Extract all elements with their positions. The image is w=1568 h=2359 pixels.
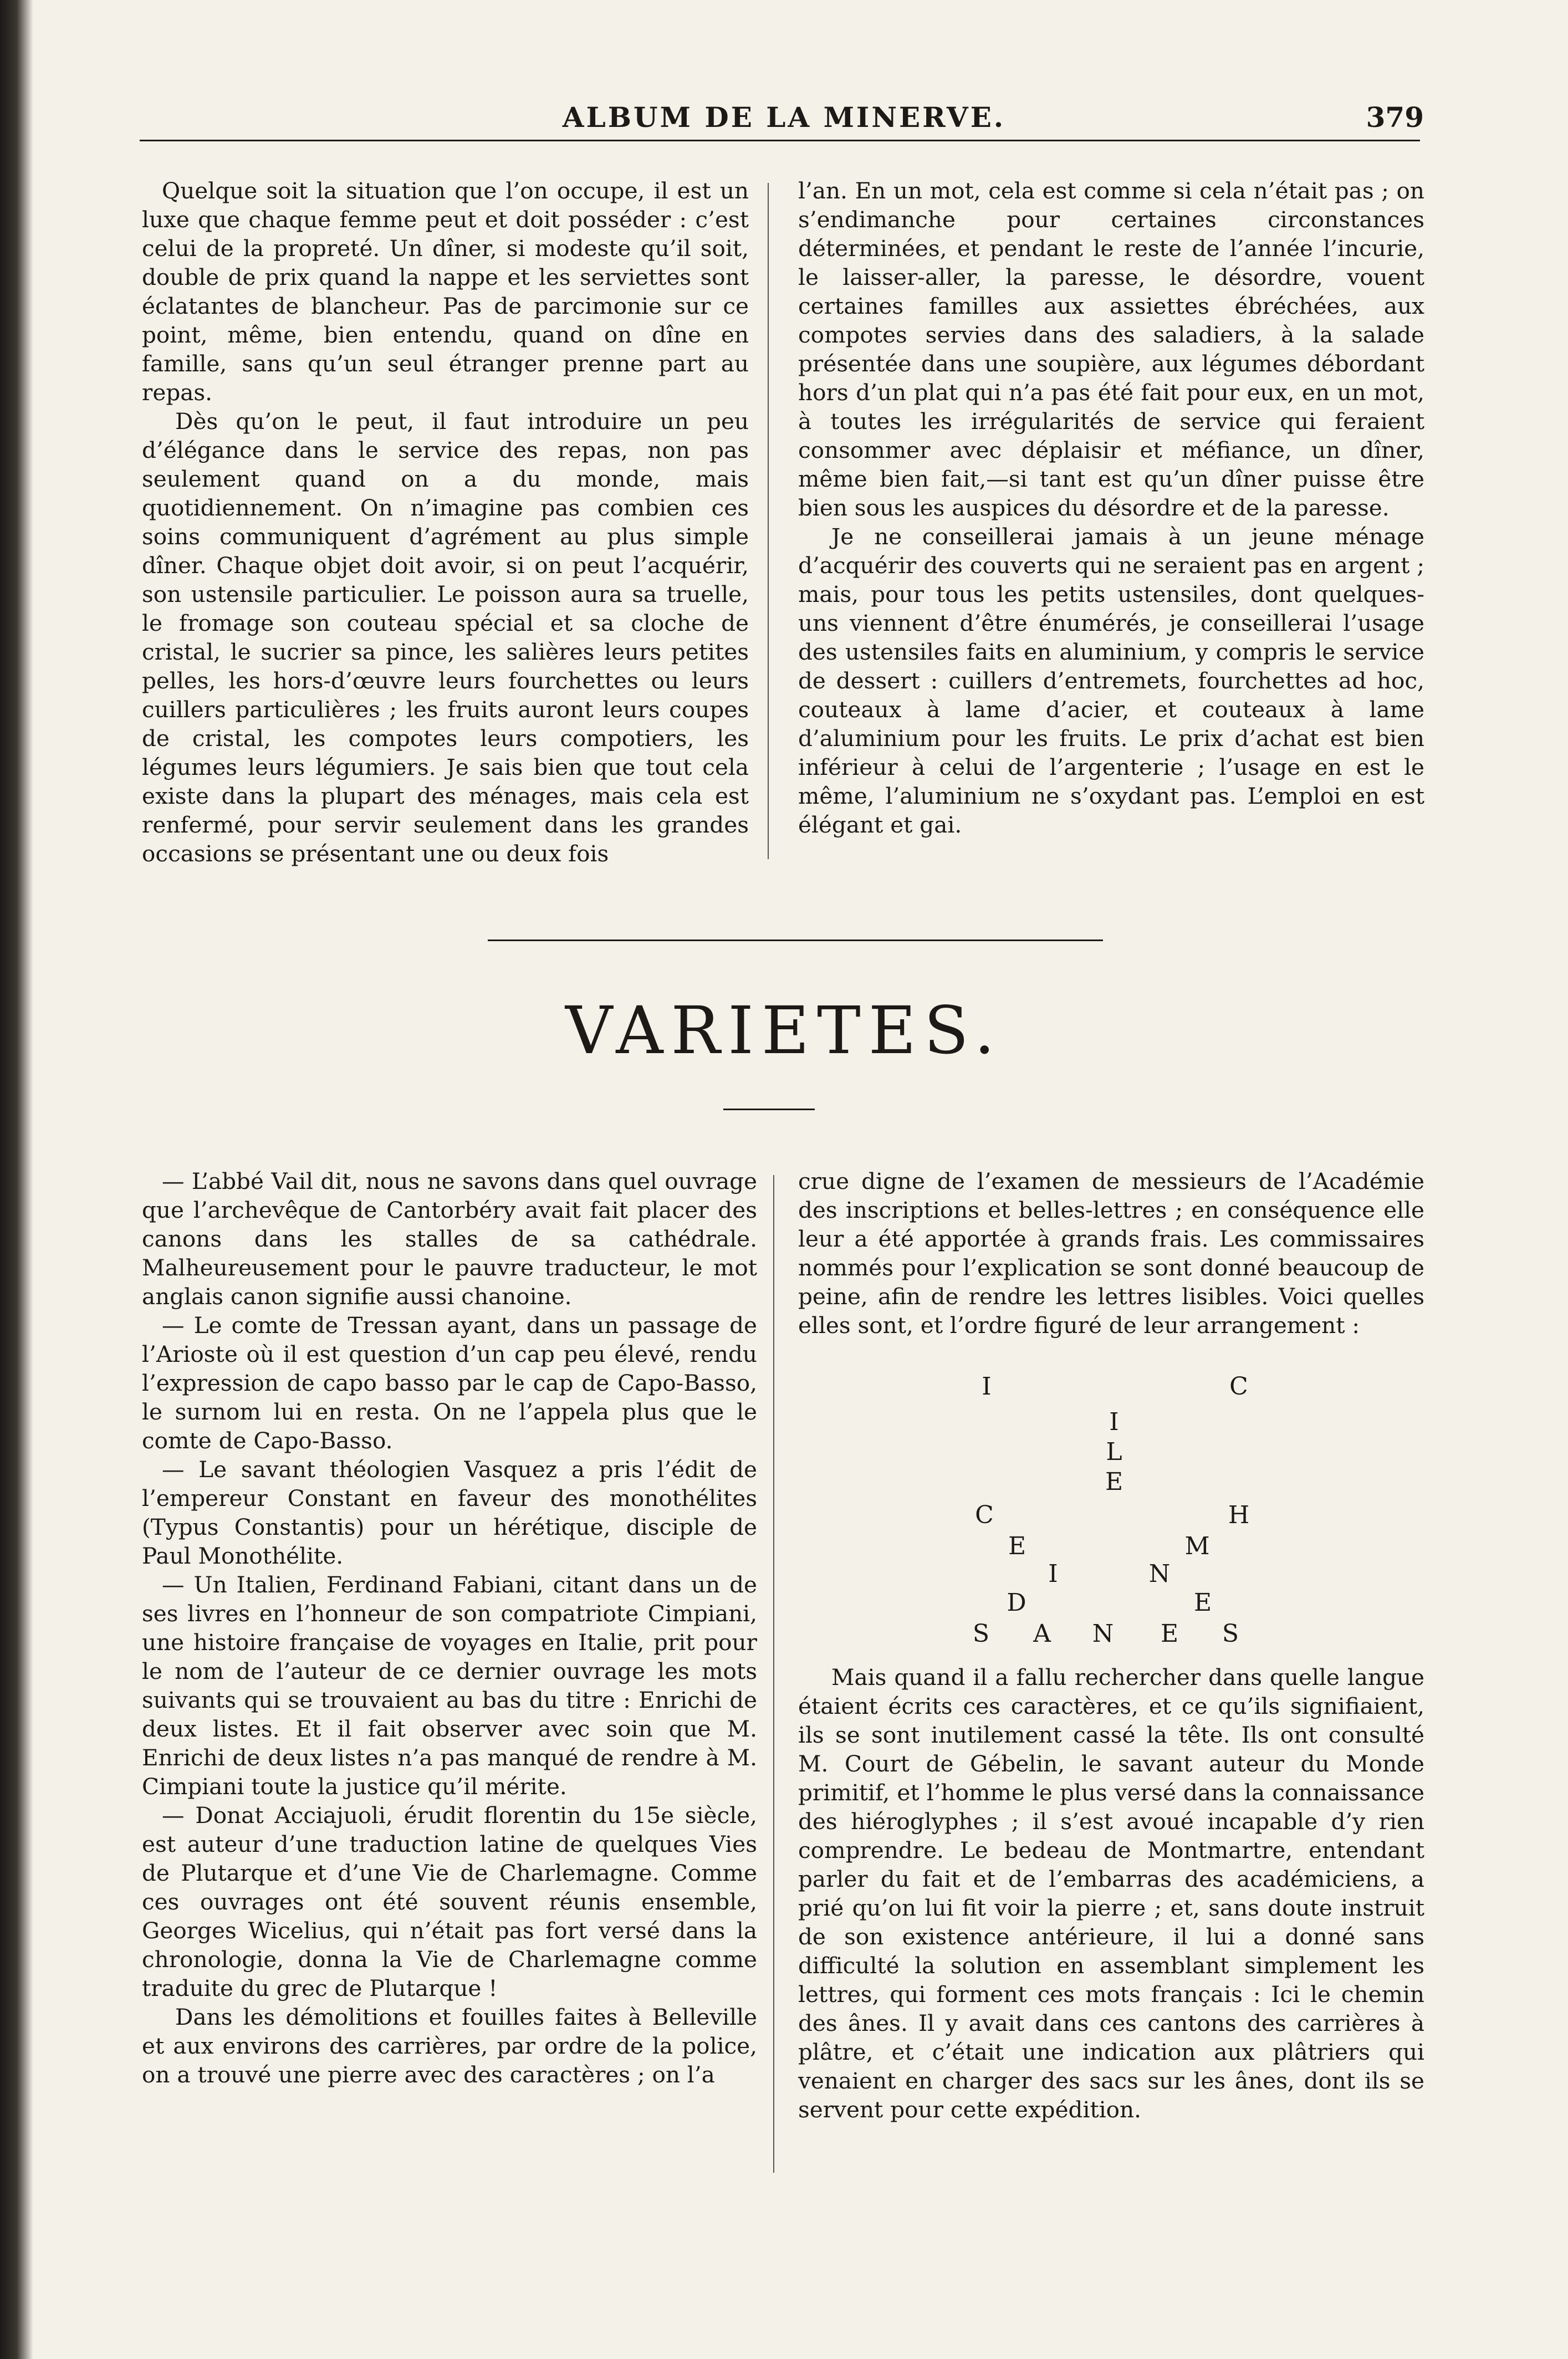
section-title: VARIETES.: [565, 992, 1003, 1069]
inscription-letter: A: [1033, 1620, 1051, 1648]
inscription-letter: I: [1048, 1560, 1058, 1588]
paragraph: crue digne de l’examen de messieurs de l’Académie des inscriptions et belles-lettres ; en conséquence elle leur a été apportée à grands frais. Les commissaires nommés pour l’explication se sont donné beaucoup de peine, afin de rendre les lettres lisibles. Voici quelles elles sont, et l’ordre figuré de leur arrangement :: [798, 1168, 1424, 1339]
top-right-column: [798, 176, 1424, 839]
inscription-letter: N: [1092, 1620, 1114, 1648]
inscription-letter: E: [1193, 1589, 1212, 1617]
inscription-letter: I: [1109, 1408, 1119, 1436]
inscription-letter: H: [1228, 1501, 1250, 1529]
inscription-letter: E: [1008, 1532, 1026, 1560]
inscription-letter: I: [982, 1372, 992, 1401]
varietes-right-column-outro: [798, 1663, 1424, 2124]
inscription-letter: E: [1105, 1468, 1123, 1496]
paragraph: — L’abbé Vail dit, nous ne savons dans quel ouvrage que l’archevêque de Cantorbéry avait fait placer des canons dans les stalles de sa cathédrale. Malheureusement pour le pauvre traducteur, le mot anglais canon signifie aussi chanoine.: [142, 1168, 757, 1310]
paragraph: — Donat Acciajuoli, érudit florentin du 15e siècle, est auteur d’une traduction latine de quelques Vies de Plutarque et d’une Vie de Charlemagne. Comme ces ouvrages ont été souvent réunis ensemble, Georges Wicelius, qui n’était pas fort versé dans la chronologie, donna la Vie de Charlemagne comme traduite du grec de Plutarque !: [142, 1802, 757, 2001]
paragraph: Je ne conseillerai jamais à un jeune ménage d’acquérir des couverts qui ne seraient pas en argent ; mais, pour tous les petits ustensiles, dont quelques-uns viennent d’être énumérés, je conseillerai l’usage des ustensiles faits en aluminium, y compris le service de dessert : cuillers d’entremets, fourchettes ad hoc, couteaux à lame d’acier, et couteaux à lame d’aluminium pour les fruits. Le prix d’achat est bien inférieur à celui de l’argenterie ; l’usage en est le même, l’aluminium ne s’oxydant pas. L’emploi en est élégant et gai.: [798, 523, 1424, 838]
paragraph: Dans les démolitions et fouilles faites à Belleville et aux environs des carrières, par ordre de la police, on a trouvé une pierre avec des caractères ; on l’a: [142, 2004, 757, 2088]
paragraph: Mais quand il a fallu rechercher dans quelle langue étaient écrits ces caractères, et ce qu’ils signifiaient, ils se sont inutilement cassé la tête. Ils ont consulté M. Court de Gébelin, le savant auteur du Monde primitif, et l’homme le plus versé dans la connaissance des hiéroglyphes ; il s’est avoué incapable d’y rien comprendre. Le bedeau de Montmartre, entendant parler du fait et de l’embarras des académiciens, a prié qu’on lui fit voir la pierre ; et, sans doute instruit de son existence antérieure, il lui a donné sans difficulté la solution en assemblant simplement les lettres, qui forment ces mots français : Ici le chemin des ânes. Il y avait dans ces cantons des carrières à plâtre, et c’était une indication aux plâtriers qui venaient en charger des sacs sur les ânes, dont ils se servent pour cette expédition.: [798, 1664, 1424, 2123]
varietes-right-column-intro: [798, 1167, 1424, 1340]
paragraph: — Le comte de Tressan ayant, dans un passage de l’Arioste où il est question d’un cap peu élevé, rendu l’expression de capo basso par le cap de Capo-Basso, le surnom lui en resta. On ne l’appela plus que le comte de Capo-Basso.: [142, 1312, 757, 1454]
inscription-letters: [787, 1372, 1413, 1648]
column-rule: [768, 183, 769, 859]
inscription-letter: S: [1222, 1620, 1239, 1648]
top-left-column: [142, 176, 749, 868]
inscription-letter: C: [975, 1501, 994, 1529]
paragraph: Dès qu’on le peut, il faut introduire un peu d’élégance dans le service des repas, non pas seulement quand on a du monde, mais quotidiennement. On n’imagine pas combien ces soins communiquent d’agrément au plus simple dîner. Chaque objet doit avoir, si on peut l’acquérir, son ustensile particulier. Le poisson aura sa truelle, le fromage son couteau spécial et sa cloche de cristal, le sucrier sa pince, les salières leurs petites pelles, les hors-d’œuvre leurs fourchettes ou leurs cuillers particulières ; les fruits auront leurs coupes de cristal, les compotes leurs compotiers, les légumes leurs légumiers. Je sais bien que tout cela existe dans la plupart des ménages, mais cela est renfermé, pour servir seulement dans les grandes occasions se présentant une ou deux fois: [142, 408, 749, 867]
header-rule: [140, 140, 1420, 141]
column-rule: [773, 1175, 774, 2173]
title-rule: [723, 1109, 815, 1110]
section-divider: [488, 939, 1103, 941]
inscription-letter: L: [1106, 1438, 1122, 1466]
page-number: 379: [1366, 101, 1424, 134]
inscription-letter: C: [1229, 1372, 1248, 1401]
inscription-letter: E: [1160, 1620, 1179, 1648]
paragraph: Quelque soit la situation que l’on occupe, il est un luxe que chaque femme peut et doit posséder : c’est celui de la propreté. Un dîner, si modeste qu’il soit, double de prix quand la nappe et les serviettes sont éclatantes de blancheur. Pas de parcimonie sur ce point, même, bien entendu, quand on dîne en famille, sans qu’un seul étranger prenne part au repas.: [142, 177, 749, 406]
paragraph: l’an. En un mot, cela est comme si cela n’était pas ; on s’endimanche pour certaines circonstances déterminées, et pendant le reste de l’année l’incurie, le laisser-aller, la paresse, le désordre, vouent certaines familles aux assiettes ébréchées, aux compotes servies dans des saladiers, à la salade présentée dans une soupière, aux légumes débordant hors d’un plat qui n’a pas été fait pour eux, en un mot, à toutes les irrégularités de service qui feraient consommer avec déplaisir et méfiance, un dîner, même bien fait,—si tant est qu’un dîner puisse être bien sous les auspices du désordre et de la paresse.: [798, 177, 1424, 521]
inscription-letter: N: [1148, 1560, 1171, 1588]
running-header: ALBUM DE LA MINERVE.: [562, 101, 1006, 134]
binding-gutter: [0, 0, 33, 2359]
varietes-left-column: [142, 1167, 757, 2089]
paragraph: — Le savant théologien Vasquez a pris l’édit de l’empereur Constant en faveur des monothélites (Typus Constantis) pour un hérétique, disciple de Paul Monothélite.: [142, 1456, 757, 1569]
inscription-letter: M: [1184, 1532, 1210, 1560]
inscription-letter: D: [1007, 1589, 1026, 1617]
inscription-letter: S: [972, 1620, 990, 1648]
paragraph: — Un Italien, Ferdinand Fabiani, citant dans un de ses livres en l’honneur de son compatriote Cimpiani, une histoire française de voyages en Italie, prit pour le nom de l’auteur de ce dernier ouvrage les mots suivants qui se trouvaient au bas du titre : Enrichi de deux listes. Et il fait observer avec soin que M. Enrichi de deux listes n’a pas manqué de rendre à M. Cimpiani toute la justice qu’il mérite.: [142, 1571, 757, 1800]
